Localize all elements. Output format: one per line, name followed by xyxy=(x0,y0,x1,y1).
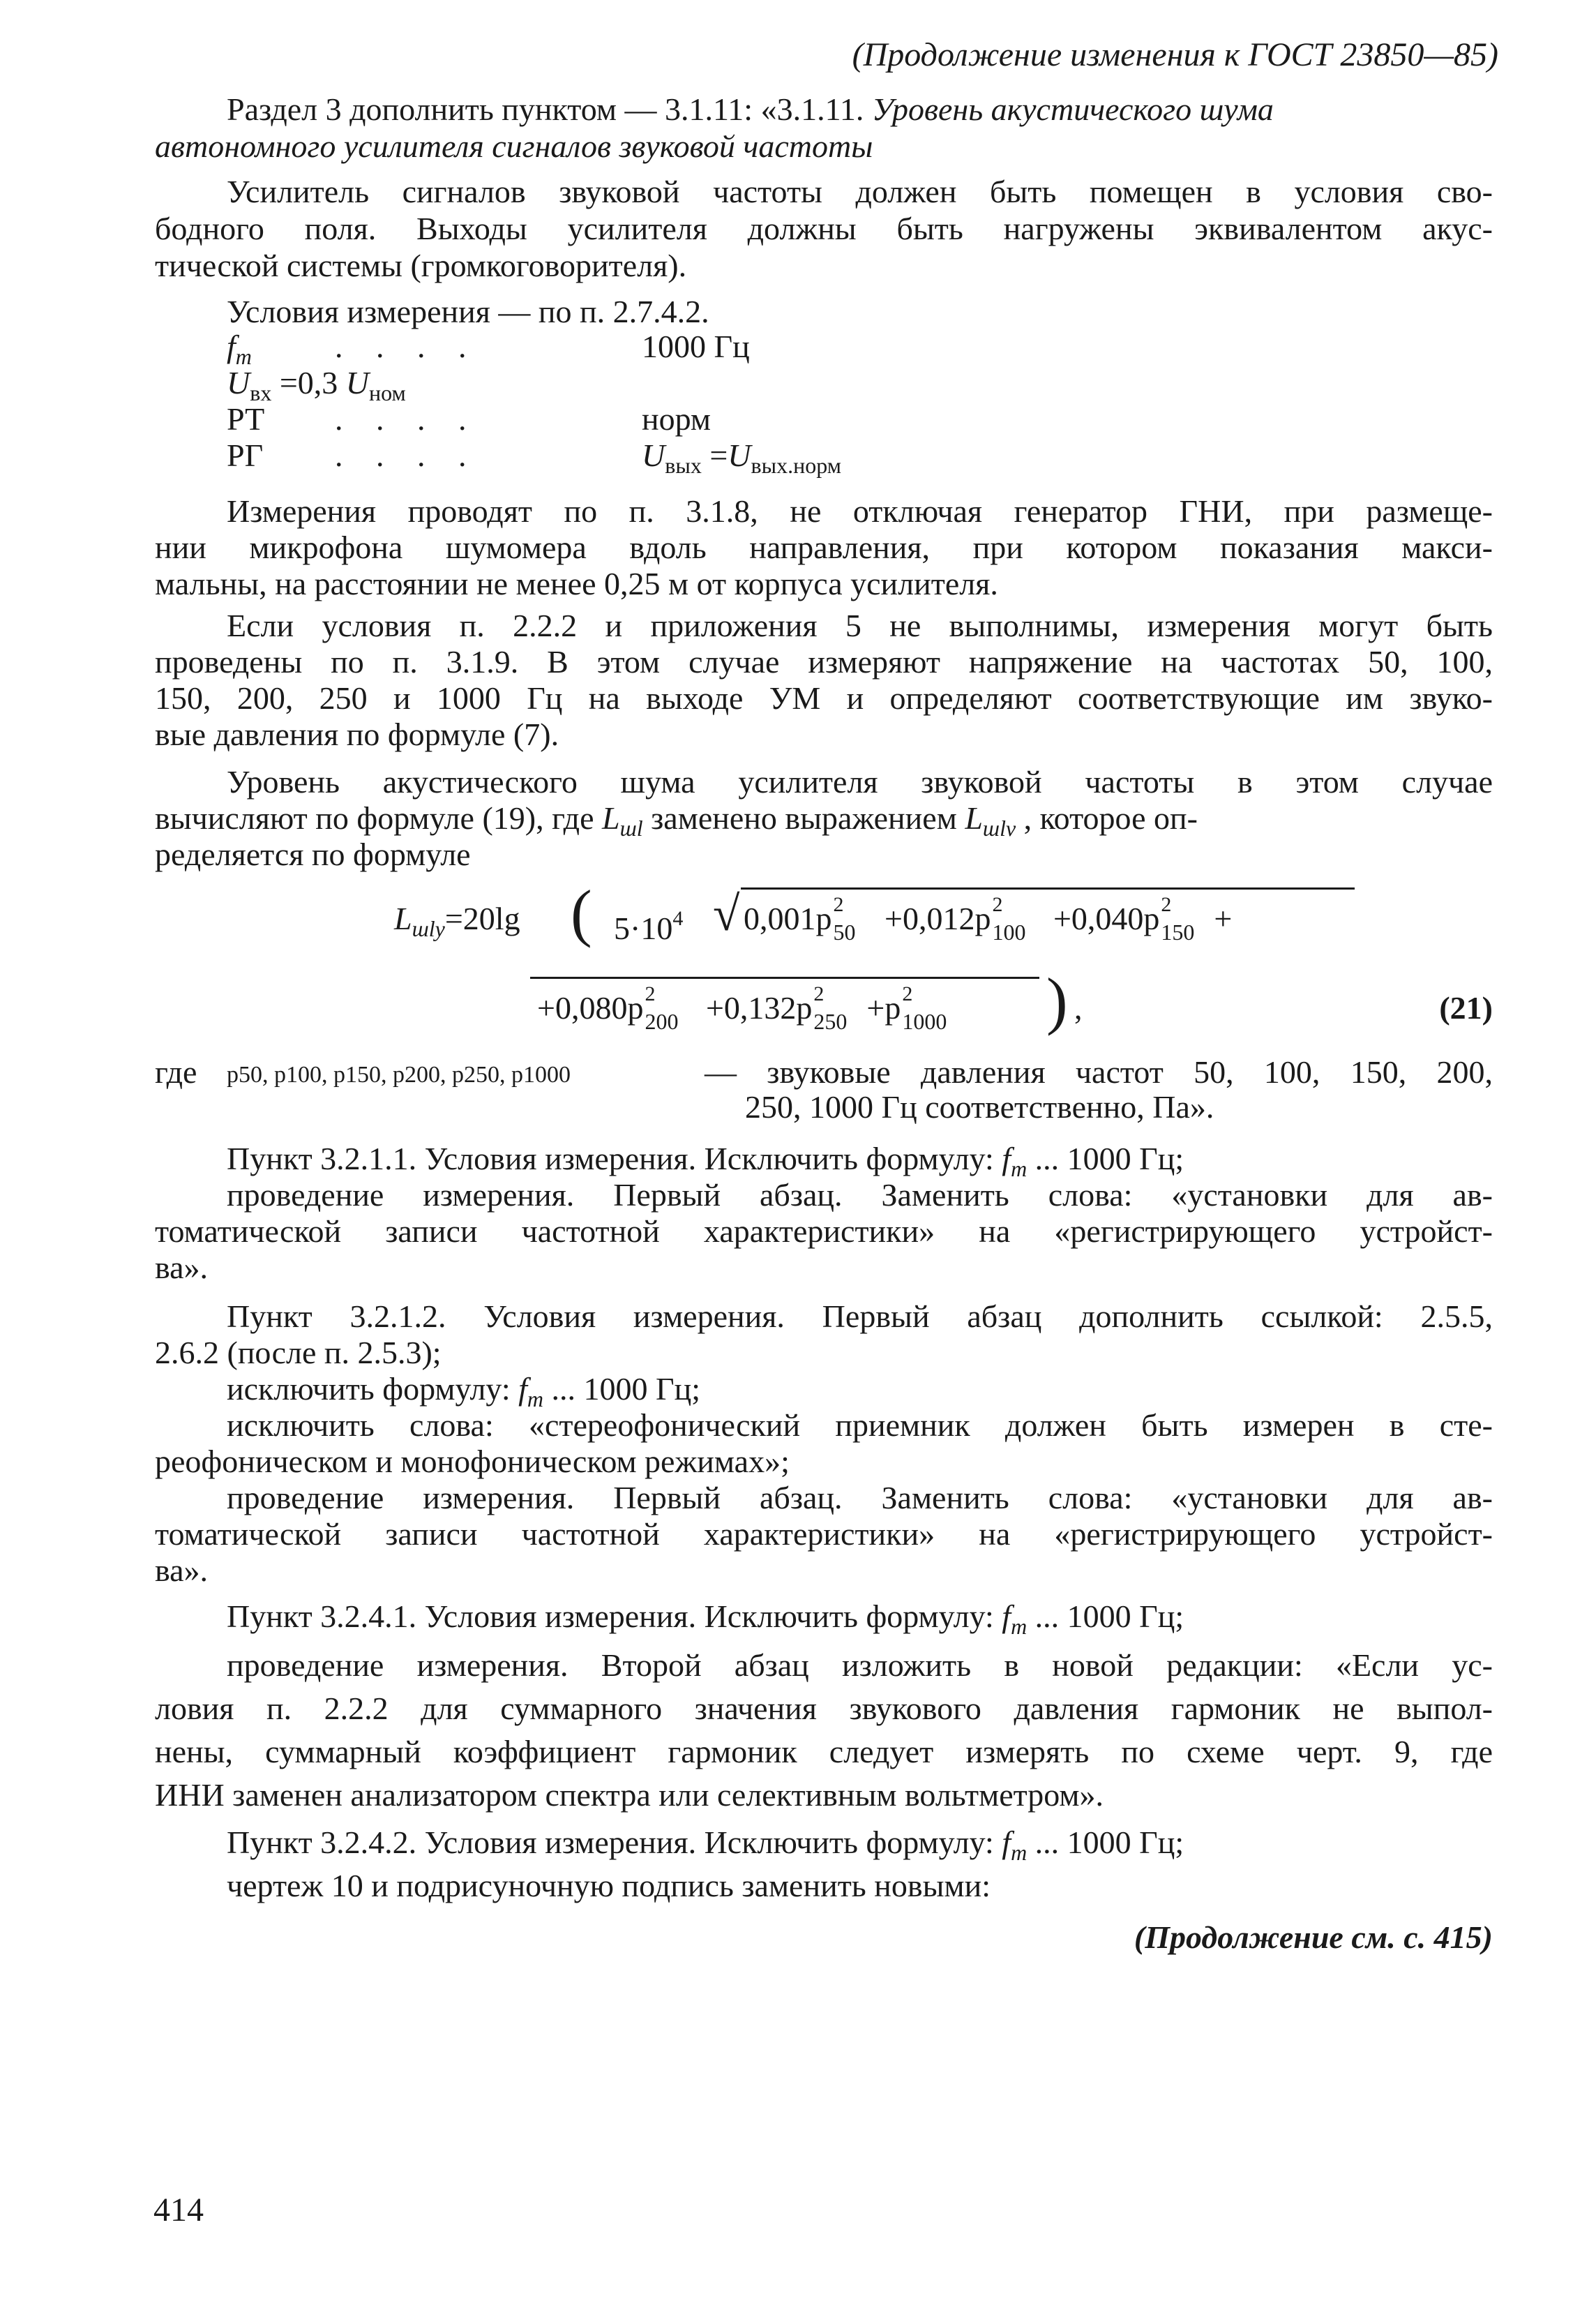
cond-rt-label: РТ xyxy=(227,401,265,437)
p2-line2: нии микрофона шумомера вдоль направления, при котором показания макси- xyxy=(155,530,1493,565)
running-header: (Продолжение изменения к ГОСТ 23850—85) xyxy=(852,36,1498,73)
cond-rg-label: РГ xyxy=(227,437,264,473)
formula-lhs: $L_{шlу}=20\lg$ xyxy=(394,901,520,941)
p2-line3: мальны, на расстоянии не менее 0,25 м от корпуса усилителя. xyxy=(155,566,998,601)
p3242-line2: чертеж 10 и подрисуночную подпись заменить новыми: xyxy=(227,1868,991,1903)
formula-line1-terms: 0,001p 2 50 +0,012p 2 100 +0,040p 2 150 + xyxy=(744,893,1233,945)
p3212-line6: проведение измерения. Первый абзац. Заменить слова: «установки для ав- xyxy=(227,1480,1493,1515)
where-def-line1: — звуковые давления частот 50, 100, 150, 200, xyxy=(705,1054,1493,1090)
p3-line1: Если условия п. 2.2.2 и приложения 5 не выполнимы, измерения могут быть xyxy=(227,608,1493,643)
formula-comma: , xyxy=(1074,990,1083,1026)
section3-line1: Раздел 3 дополнить пунктом — 3.1.11: «3.1.11. Уровень акустического шума xyxy=(227,91,1274,127)
p1-line2: бодного поля. Выходы усилителя должны быть нагружены эквивалентом акус- xyxy=(155,211,1493,246)
p3211-line2: проведение измерения. Первый абзац. Заменить слова: «установки для ав- xyxy=(227,1177,1493,1213)
p1-line1: Усилитель сигналов звуковой частоты должен быть помещен в условия сво- xyxy=(227,174,1493,209)
page-number: 414 xyxy=(153,2191,204,2228)
p3212-line8: ва». xyxy=(155,1552,209,1588)
formula-line2-terms: +0,080p 2 200 +0,132p 2 250 +p 2 1000 xyxy=(537,982,947,1034)
where-def-line2: 250, 1000 Гц соответственно, Па». xyxy=(745,1089,1214,1125)
sqrt-sign: √ xyxy=(713,887,740,941)
cond-fm-symbol: $f_m$ xyxy=(227,329,252,369)
sqrt-vinculum xyxy=(741,887,1355,890)
p3212-line1: Пункт 3.2.1.2. Условия измерения. Первый абзац дополнить ссылкой: 2.5.5, xyxy=(227,1298,1493,1334)
p3212-line2: 2.6.2 (после п. 2.5.3); xyxy=(155,1335,442,1370)
p1-line3: тической системы (громкоговорителя). xyxy=(155,248,687,283)
p3212-line7: томатической записи частотной характеристики» на «регистрирующего устройст- xyxy=(155,1516,1493,1552)
p3241-line4: нены, суммарный коэффициент гармоник следует измерять по схеме черт. 9, где xyxy=(155,1734,1493,1769)
p2-line1: Измерения проводят по п. 3.1.8, не отключая генератор ГНИ, при размеще- xyxy=(227,493,1493,529)
p3212-line3: исключить формулу: $f_m$ ... 1000 Гц; xyxy=(227,1371,701,1411)
p3212-line5: реофоническом и монофоническом режимах»; xyxy=(155,1444,790,1479)
p4-line3: ределяется по формуле xyxy=(155,837,471,872)
p4-line1: Уровень акустического шума усилителя звуковой частоты в этом случае xyxy=(227,764,1493,800)
p3-line4: вые давления по формуле (7). xyxy=(155,717,559,752)
p3211-line4: ва». xyxy=(155,1250,209,1285)
cond-uin: $U_{вх} =0,3$ $U_{ном}$ xyxy=(227,365,406,405)
p3241-line2: проведение измерения. Второй абзац изложить в новой редакции: «Если ус- xyxy=(227,1647,1493,1683)
continued-note: (Продолжение см. с. 415) xyxy=(1134,1919,1493,1955)
cond-rg-dots: . . . . xyxy=(335,437,479,473)
p3241-line5: ИНИ заменен анализатором спектра или селективным вольтметром». xyxy=(155,1777,1104,1813)
p3211-line1: Пункт 3.2.1.1. Условия измерения. Исключить формулу: $f_m$ ... 1000 Гц; xyxy=(227,1141,1184,1181)
cond-fm-dots: . . . . xyxy=(335,329,479,364)
sqrt-vinculum-cont xyxy=(530,977,1039,979)
p3212-line4: исключить слова: «стереофонический приемник должен быть измерен в сте- xyxy=(227,1407,1493,1443)
formula-number: (21) xyxy=(1439,990,1493,1026)
where-word: где xyxy=(155,1054,197,1090)
formula-close-paren: ) xyxy=(1046,965,1068,1036)
section3-line2: автономного усилителя сигналов звуковой частоты xyxy=(155,128,873,164)
p4-line2: вычисляют по формуле (19), где $L_{шl}$ заменено выражением $L_{шlv}$ , которое оп- xyxy=(155,800,1198,841)
p3-line3: 150, 200, 250 и 1000 Гц на выходе УМ и определяют соответствующие им звуко- xyxy=(155,680,1493,716)
formula-open-paren: ( xyxy=(571,877,592,948)
p3211-line3: томатической записи частотной характеристики» на «регистрирующего устройст- xyxy=(155,1213,1493,1249)
p3242-line1: Пункт 3.2.4.2. Условия измерения. Исключить формулу: $f_m$ ... 1000 Гц; xyxy=(227,1824,1184,1865)
formula-factor: $5\cdot 10^4$ xyxy=(614,907,684,946)
conditions-heading: Условия измерения — по п. 2.7.4.2. xyxy=(227,294,709,329)
cond-rt-dots: . . . . xyxy=(335,401,479,437)
where-symbols: p50, p100, p150, p200, p250, p1000 xyxy=(227,1062,571,1088)
p3241-line1: Пункт 3.2.4.1. Условия измерения. Исключить формулу: $f_m$ ... 1000 Гц; xyxy=(227,1598,1184,1639)
p3-line2: проведены по п. 3.1.9. В этом случае измеряют напряжение на частотах 50, 100, xyxy=(155,644,1493,680)
p3241-line3: ловия п. 2.2.2 для суммарного значения звукового давления гармоник не выпол- xyxy=(155,1691,1493,1726)
cond-fm-value: 1000 Гц xyxy=(642,329,750,364)
cond-rg-value: $U_{вых} =U_{вых.норм}$ xyxy=(642,437,842,478)
cond-rt-value: норм xyxy=(642,401,712,437)
